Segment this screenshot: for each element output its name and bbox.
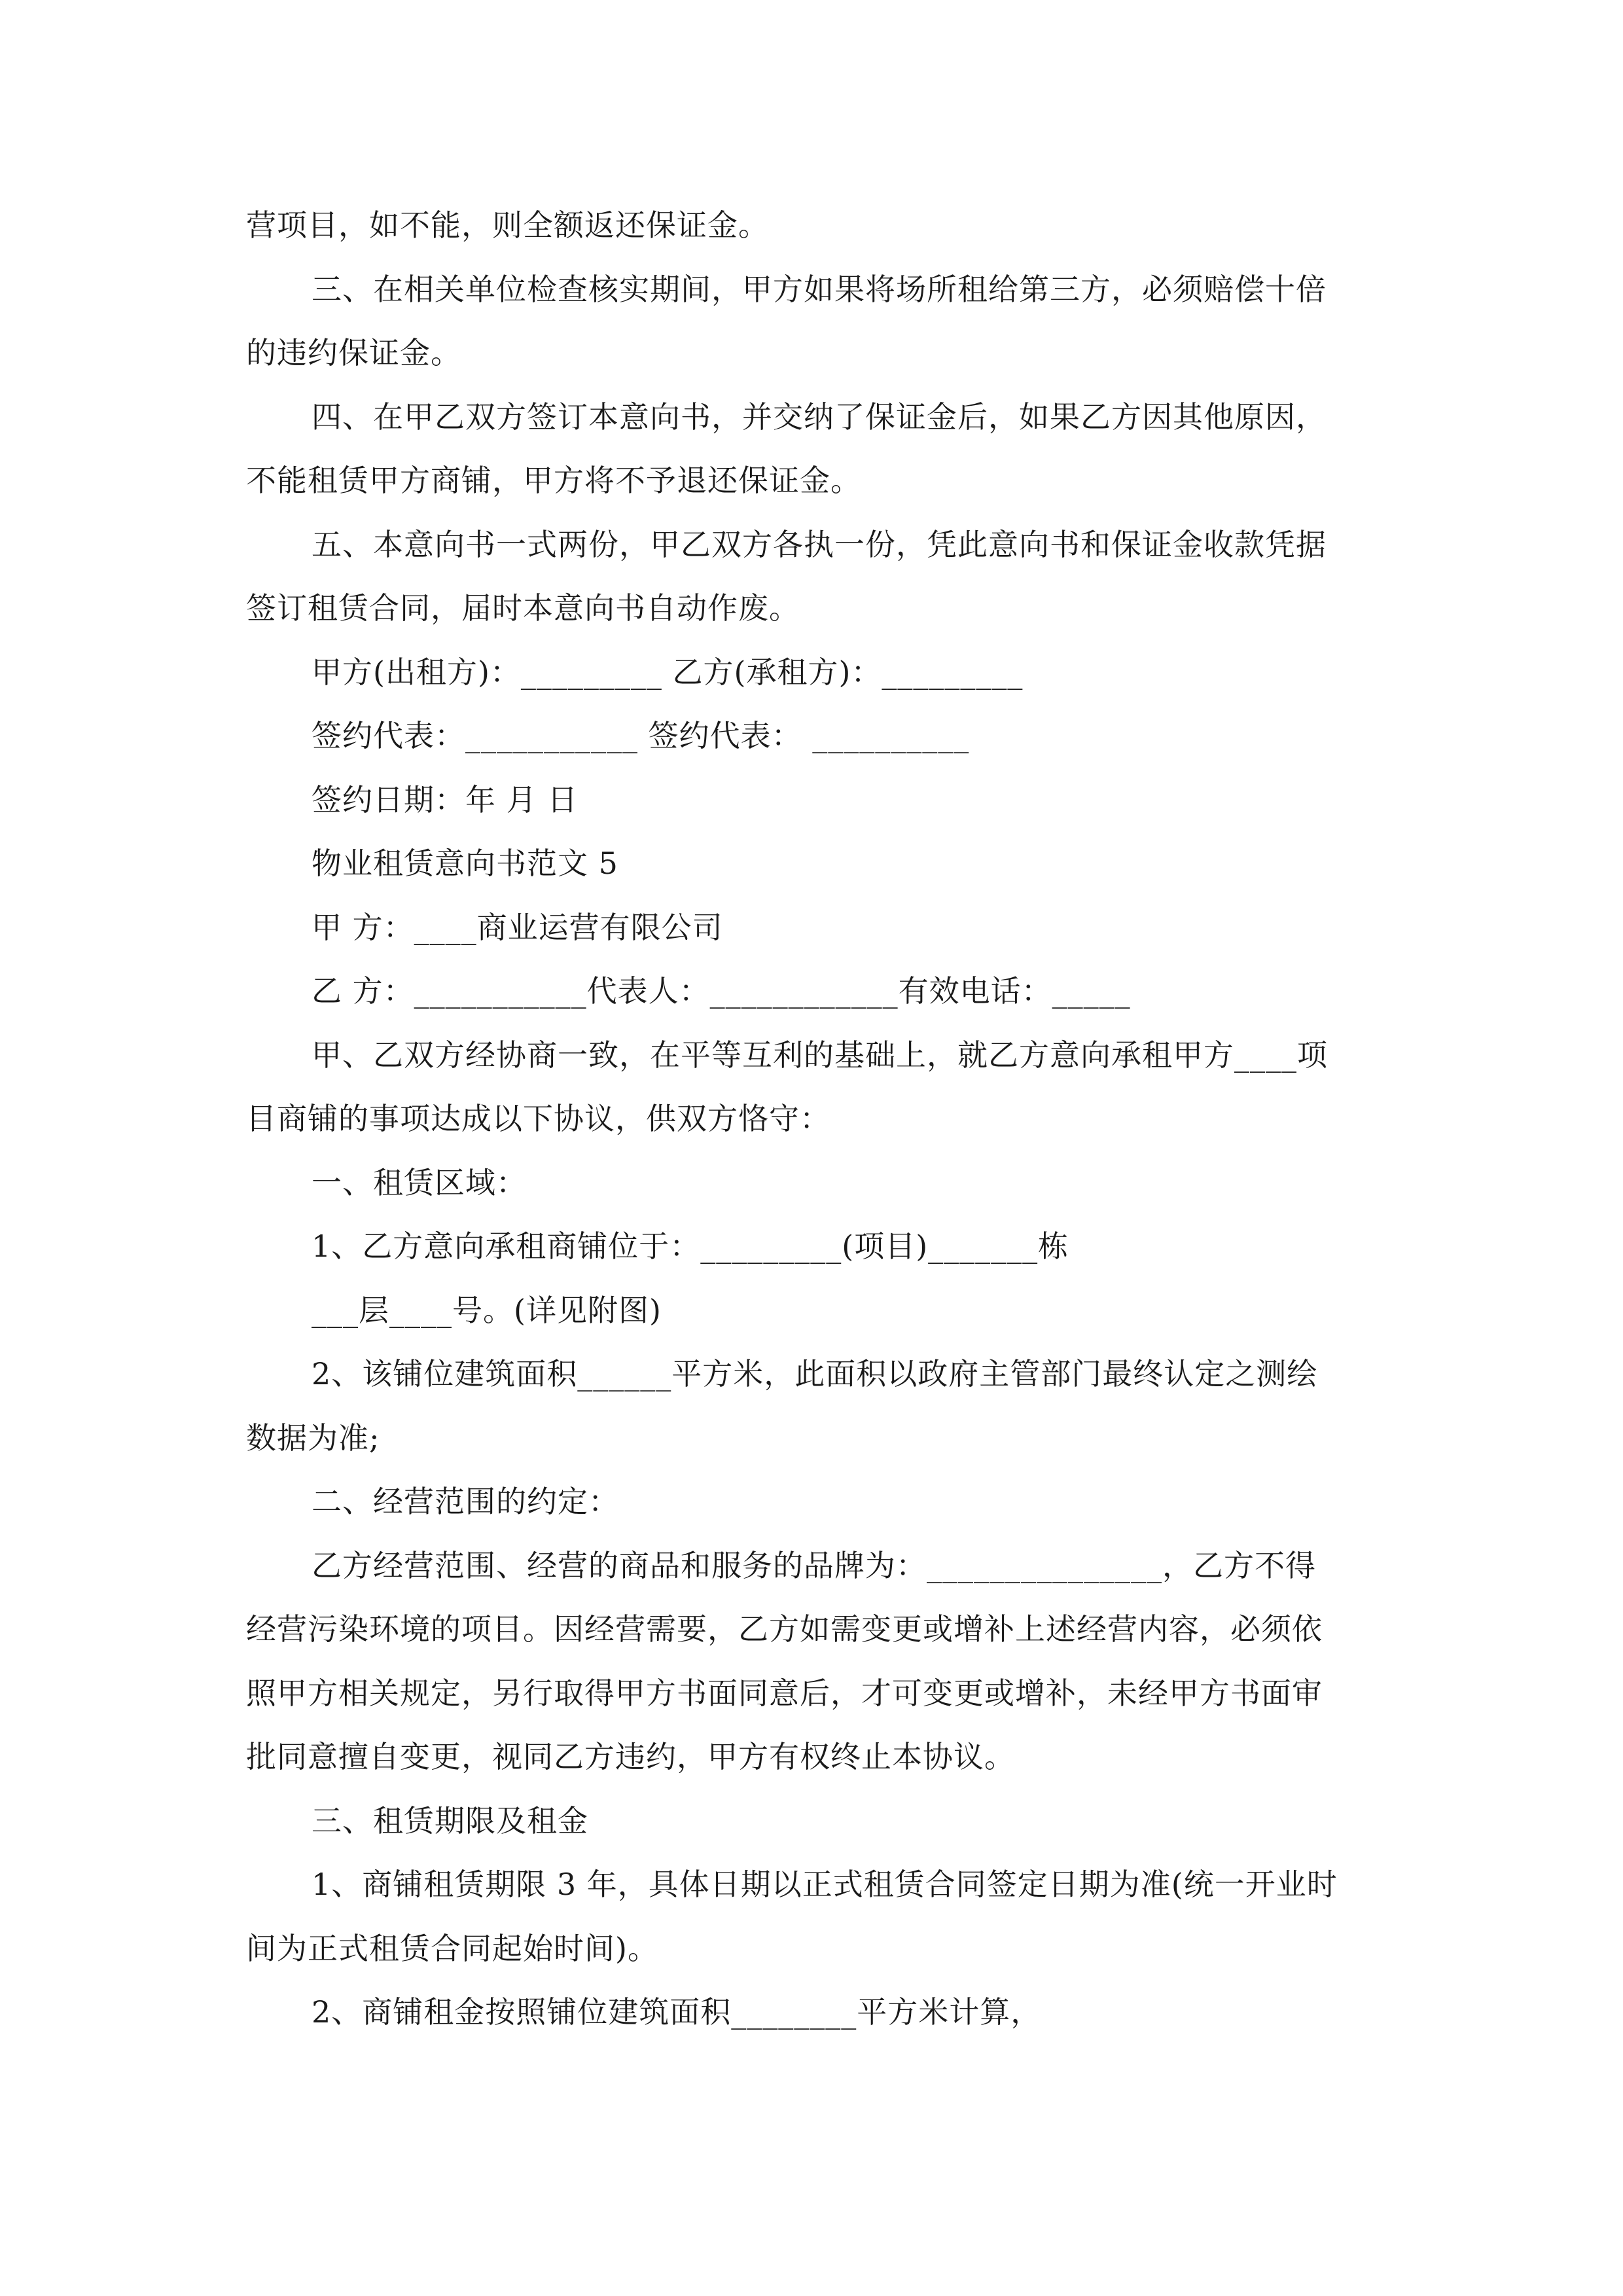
text-line: 三、在相关单位检查核实期间，甲方如果将场所租给第三方，必须赔偿十倍 (312, 271, 1327, 307)
text-line: ___层____号。(详见附图) (312, 1292, 662, 1328)
document-body (246, 194, 1378, 2045)
text-line: 不能租赁甲方商铺，甲方将不予退还保证金。 (246, 463, 861, 498)
party-b-line: 乙 方：___________代表人：____________有效电话：_____ (312, 973, 1131, 1009)
text-line: 数据为准; (246, 1420, 380, 1456)
text-line: 乙方经营范围、经营的商品和服务的品牌为：_______________，乙方不得 (312, 1547, 1316, 1583)
clause-heading: 三、租赁期限及租金 (312, 1803, 588, 1839)
text-line: 批同意擅自变更，视同乙方违约，甲方有权终止本协议。 (246, 1739, 1015, 1774)
text-line: 经营污染环境的项目。因经营需要，乙方如需变更或增补上述经营内容，必须依 (246, 1611, 1323, 1647)
party-a-line: 甲 方：____商业运营有限公司 (312, 909, 723, 945)
text-line: 目商铺的事项达成以下协议，供双方恪守： (246, 1101, 830, 1136)
text-line: 2、商铺租金按照铺位建筑面积________平方米计算， (312, 1994, 1042, 2030)
signature-date-line: 签约日期：年 月 日 (312, 781, 579, 817)
section-title: 物业租赁意向书范文 5 (312, 846, 618, 881)
text-line: 五、本意向书一式两份，甲乙双方各执一份，凭此意向书和保证金收款凭据 (312, 526, 1327, 562)
text-line: 1、商铺租赁期限 3 年，具体日期以正式租赁合同签定日期为准(统一开业时 (312, 1867, 1338, 1902)
text-line: 2、该铺位建筑面积______平方米，此面积以政府主管部门最终认定之测绘 (312, 1356, 1318, 1391)
text-line: 甲、乙双方经协商一致，在平等互利的基础上，就乙方意向承租甲方____项 (312, 1037, 1328, 1073)
text-line: 四、在甲乙双方签订本意向书，并交纳了保证金后，如果乙方因其他原因， (312, 399, 1327, 435)
text-line: 的违约保证金。 (246, 335, 461, 370)
clause-heading: 二、经营范围的约定： (312, 1484, 619, 1519)
text-line: 签订租赁合同，届时本意向书自动作废。 (246, 590, 800, 626)
signature-rep-line: 签约代表：___________ 签约代表： __________ (312, 718, 970, 753)
signature-party-line: 甲方(出租方)：_________ 乙方(承租方)：_________ (312, 654, 1024, 690)
text-line: 间为正式租赁合同起始时间)。 (246, 1930, 658, 1966)
text-line: 营项目，如不能，则全额返还保证金。 (246, 207, 769, 243)
text-line: 照甲方相关规定，另行取得甲方书面同意后，才可变更或增补，未经甲方书面审 (246, 1675, 1323, 1711)
clause-heading: 一、租赁区域： (312, 1164, 527, 1200)
text-line: 1、乙方意向承租商铺位于：_________(项目)_______栋 (312, 1229, 1069, 1264)
